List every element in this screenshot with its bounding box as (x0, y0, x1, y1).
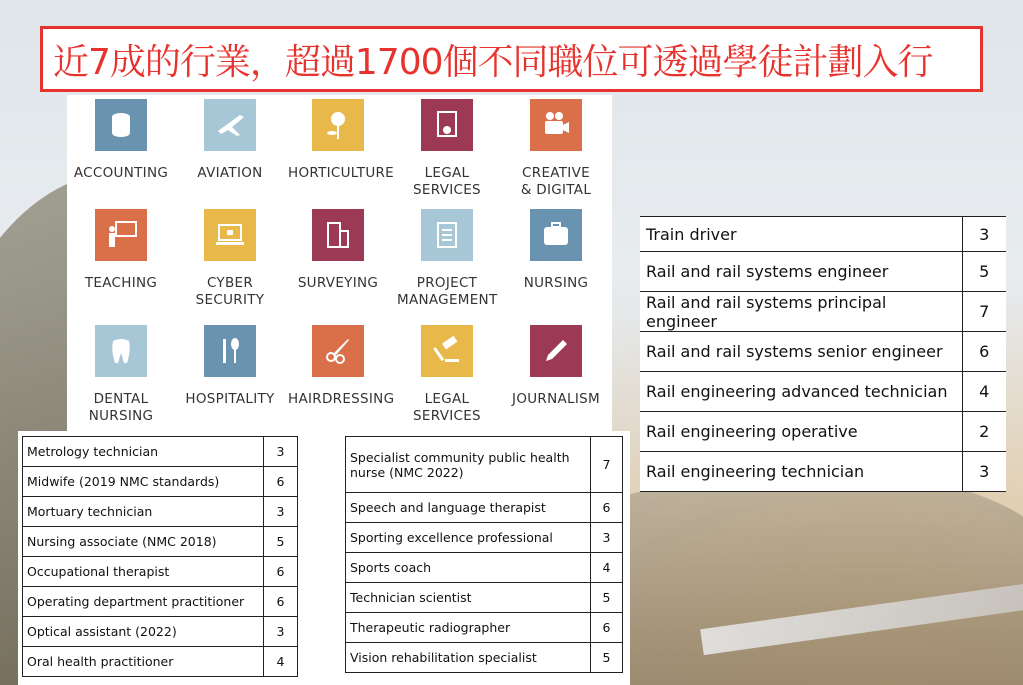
job-title-cell: Sports coach (346, 553, 591, 583)
sector-label: TEACHING (84, 275, 158, 291)
job-title-cell: Operating department practitioner (23, 587, 264, 617)
job-title-cell: Sporting excellence professional (346, 523, 591, 553)
sector-label: DENTAL NURSING (88, 391, 154, 424)
medical-kit-icon (530, 209, 582, 261)
table-row (23, 467, 298, 497)
slide-title: 近7成的行業，超過1700個不同職位可透過學徒計劃入行 (53, 41, 933, 83)
pencil-icon (530, 325, 582, 377)
sector-tile (397, 99, 497, 199)
job-level-cell: 5 (591, 583, 623, 613)
rail-jobs-table (640, 216, 1006, 492)
table-row (23, 497, 298, 527)
job-title-cell: Speech and language therapist (346, 493, 591, 523)
sector-tile (180, 99, 280, 182)
sector-label: HAIRDRESSING (288, 391, 395, 407)
sector-tile (71, 99, 171, 182)
job-level-cell: 6 (264, 467, 298, 497)
sector-tile (288, 325, 395, 408)
sector-tile (506, 325, 606, 408)
job-level-cell: 5 (264, 527, 298, 557)
table-row (23, 437, 298, 467)
job-title-cell: Nursing associate (NMC 2018) (23, 527, 264, 557)
laptop-lock-icon (204, 209, 256, 261)
sector-tile (180, 209, 280, 309)
scissors-icon (312, 325, 364, 377)
sector-tile (71, 209, 171, 292)
job-title-cell: Midwife (2019 NMC standards) (23, 467, 264, 497)
job-level-cell: 7 (962, 292, 1006, 332)
jobs-table-left (22, 436, 298, 677)
job-title-cell: Therapeutic radiographer (346, 613, 591, 643)
table-row (23, 527, 298, 557)
job-title-cell: Rail engineering advanced technician (640, 372, 962, 412)
job-title-cell: Metrology technician (23, 437, 264, 467)
job-level-cell: 6 (264, 557, 298, 587)
gavel-icon (421, 325, 473, 377)
job-title-cell: Optical assistant (2022) (23, 617, 264, 647)
certificate-icon (421, 99, 473, 151)
job-level-cell: 7 (591, 437, 623, 493)
job-level-cell: 3 (264, 437, 298, 467)
sector-tile (506, 99, 606, 199)
camera-icon (530, 99, 582, 151)
sector-label: LEGAL SERVICES (413, 391, 481, 424)
table-row (346, 523, 623, 553)
sector-tile (180, 325, 280, 408)
sector-tile (397, 325, 497, 425)
job-title-cell: Rail and rail systems principal engineer (640, 292, 962, 332)
sector-label: NURSING (523, 275, 589, 291)
sector-label: CREATIVE & DIGITAL (520, 165, 592, 198)
table-row (346, 493, 623, 523)
job-level-cell: 3 (264, 617, 298, 647)
sector-label: AVIATION (197, 165, 263, 181)
sector-tile (288, 209, 388, 292)
table-row (640, 452, 1006, 492)
table-row (346, 643, 623, 673)
table-row (640, 217, 1006, 252)
table-row (640, 332, 1006, 372)
job-level-cell: 3 (962, 452, 1006, 492)
sector-tile (506, 209, 606, 292)
sector-label: JOURNALISM (512, 391, 600, 407)
flower-icon (312, 99, 364, 151)
job-title-cell: Occupational therapist (23, 557, 264, 587)
sector-label: LEGAL SERVICES (413, 165, 481, 198)
job-title-cell: Technician scientist (346, 583, 591, 613)
job-title-cell: Rail and rail systems engineer (640, 252, 962, 292)
table-row (23, 647, 298, 677)
table-row (346, 583, 623, 613)
job-level-cell: 3 (962, 217, 1006, 252)
job-level-cell: 5 (591, 643, 623, 673)
sector-label: SURVEYING (297, 275, 379, 291)
jobs-table-right (345, 436, 623, 673)
job-level-cell: 6 (962, 332, 1006, 372)
job-title-cell: Rail engineering technician (640, 452, 962, 492)
job-title-cell: Rail and rail systems senior engineer (640, 332, 962, 372)
job-level-cell: 6 (591, 613, 623, 643)
job-title-cell: Oral health practitioner (23, 647, 264, 677)
table-row (640, 372, 1006, 412)
sector-tile (71, 325, 171, 425)
sector-tile (397, 209, 497, 309)
sector-label: CYBER SECURITY (195, 275, 265, 308)
table-row (23, 617, 298, 647)
cutlery-icon (204, 325, 256, 377)
job-level-cell: 3 (591, 523, 623, 553)
airplane-icon (204, 99, 256, 151)
table-row (23, 557, 298, 587)
sector-label: ACCOUNTING (73, 165, 169, 181)
job-title-cell: Mortuary technician (23, 497, 264, 527)
job-level-cell: 6 (264, 587, 298, 617)
job-title-cell: Vision rehabilitation specialist (346, 643, 591, 673)
job-level-cell: 5 (962, 252, 1006, 292)
sector-tile (288, 99, 395, 182)
clipboard-icon (421, 209, 473, 261)
table-row (346, 437, 623, 493)
table-row (346, 613, 623, 643)
tooth-icon (95, 325, 147, 377)
job-title-cell: Rail engineering operative (640, 412, 962, 452)
job-level-cell: 4 (264, 647, 298, 677)
table-row (640, 412, 1006, 452)
table-row (23, 587, 298, 617)
building-icon (312, 209, 364, 261)
sector-label: HOSPITALITY (185, 391, 275, 407)
slide-title-box (40, 26, 983, 92)
table-row (346, 553, 623, 583)
job-level-cell: 4 (962, 372, 1006, 412)
sector-label: PROJECT MANAGEMENT (397, 275, 498, 308)
job-level-cell: 4 (591, 553, 623, 583)
job-title-cell: Train driver (640, 217, 962, 252)
teacher-icon (95, 209, 147, 261)
coins-icon (95, 99, 147, 151)
job-level-cell: 3 (264, 497, 298, 527)
sector-icon-grid (67, 95, 612, 432)
job-level-cell: 6 (591, 493, 623, 523)
table-row (640, 252, 1006, 292)
job-level-cell: 2 (962, 412, 1006, 452)
sector-label: HORTICULTURE (288, 165, 395, 181)
table-row (640, 292, 1006, 332)
job-title-cell: Specialist community public health nurse (NMC 2022) (346, 437, 591, 493)
